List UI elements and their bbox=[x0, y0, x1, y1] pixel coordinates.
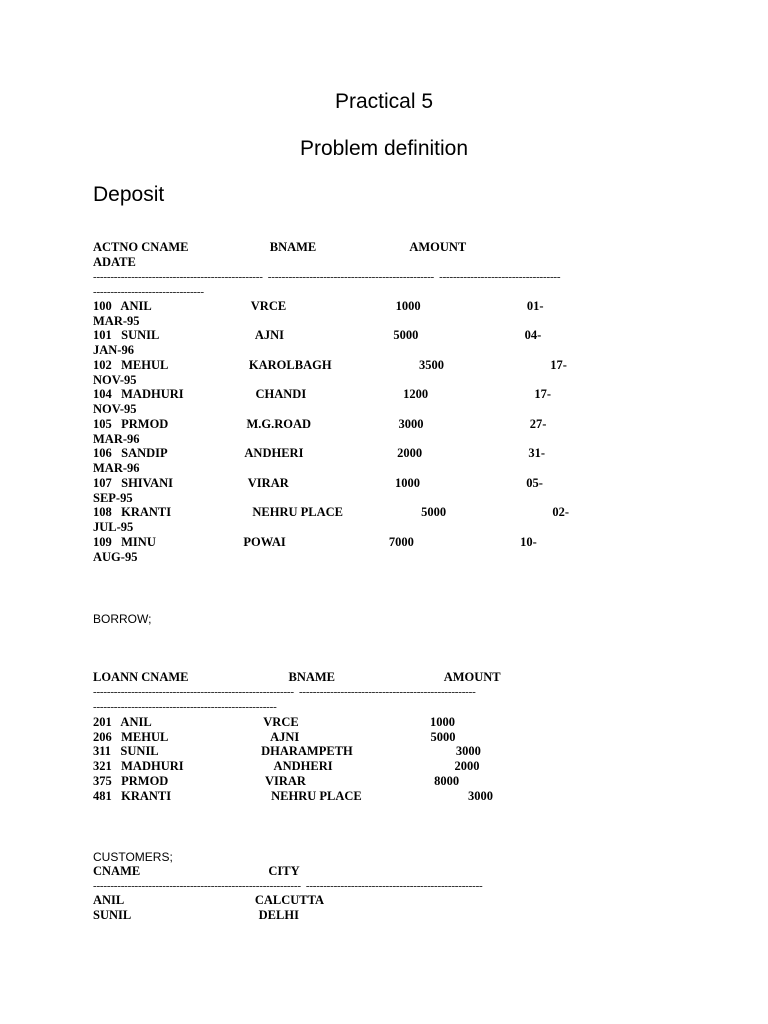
borrow-row-2: 206 MEHUL AJNI 5000 bbox=[93, 730, 456, 744]
deposit-row-7: 107 SHIVANI VIRAR 1000 05- bbox=[93, 476, 543, 490]
deposit-dash-line1: ------------------------------------------------- ------------------------------------------------ ----------------------------------- bbox=[93, 271, 561, 283]
deposit-heading: Deposit bbox=[93, 183, 165, 206]
customers-header: CNAME CITY bbox=[93, 864, 300, 878]
deposit-row-9: 109 MINU POWAI 7000 10- bbox=[93, 535, 537, 549]
deposit-row-2: 101 SUNIL AJNI 5000 04- bbox=[93, 328, 542, 342]
borrow-row-1: 201 ANIL VRCE 1000 bbox=[93, 715, 455, 729]
practical-title: Practical 5 bbox=[334, 90, 434, 113]
borrow-row-6: 481 KRANTI NEHRU PLACE 3000 bbox=[93, 789, 494, 803]
deposit-row-6-date: MAR-96 bbox=[93, 461, 140, 475]
borrow-row-3: 311 SUNIL DHARAMPETH 3000 bbox=[93, 744, 481, 758]
deposit-row-3: 102 MEHUL KAROLBAGH 3500 17- bbox=[93, 358, 567, 372]
deposit-row-7-date: SEP-95 bbox=[93, 491, 133, 505]
deposit-dash-line2: -------------------------------- bbox=[93, 286, 204, 298]
deposit-row-4: 104 MADHURI CHANDI 1200 17- bbox=[93, 387, 551, 401]
deposit-row-1-date: MAR-95 bbox=[93, 314, 140, 328]
borrow-dash-line2: ----------------------------------------------------- bbox=[93, 701, 277, 713]
deposit-row-9-date: AUG-95 bbox=[93, 550, 138, 564]
borrow-row-4: 321 MADHURI ANDHERI 2000 bbox=[93, 759, 480, 773]
borrow-header: LOANN CNAME BNAME AMOUNT bbox=[93, 670, 501, 684]
deposit-row-3-date: NOV-95 bbox=[93, 373, 137, 387]
deposit-row-4-date: NOV-95 bbox=[93, 402, 137, 416]
customers-label: CUSTOMERS; bbox=[93, 850, 173, 864]
deposit-row-6: 106 SANDIP ANDHERI 2000 31- bbox=[93, 446, 546, 460]
deposit-header-line2: ADATE bbox=[93, 255, 136, 269]
deposit-header-line1: ACTNO CNAME BNAME AMOUNT bbox=[93, 240, 467, 254]
deposit-row-2-date: JAN-96 bbox=[93, 343, 134, 357]
borrow-label: BORROW; bbox=[93, 612, 152, 626]
deposit-row-1: 100 ANIL VRCE 1000 01- bbox=[93, 299, 544, 313]
deposit-row-5-date: MAR-96 bbox=[93, 432, 140, 446]
deposit-row-5: 105 PRMOD M.G.ROAD 3000 27- bbox=[93, 417, 547, 431]
deposit-row-8: 108 KRANTI NEHRU PLACE 5000 02- bbox=[93, 505, 570, 519]
borrow-row-5: 375 PRMOD VIRAR 8000 bbox=[93, 774, 460, 788]
problem-definition-title: Problem definition bbox=[299, 137, 469, 160]
customers-row-2: SUNIL DELHI bbox=[93, 908, 299, 922]
deposit-row-8-date: JUL-95 bbox=[93, 520, 134, 534]
customers-dash-line: ------------------------------------------------------------ --------------------------------------------------- bbox=[93, 880, 483, 892]
borrow-dash-line1: ---------------------------------------------------------- --------------------------------------------------- bbox=[93, 686, 476, 698]
customers-row-1: ANIL CALCUTTA bbox=[93, 893, 325, 907]
